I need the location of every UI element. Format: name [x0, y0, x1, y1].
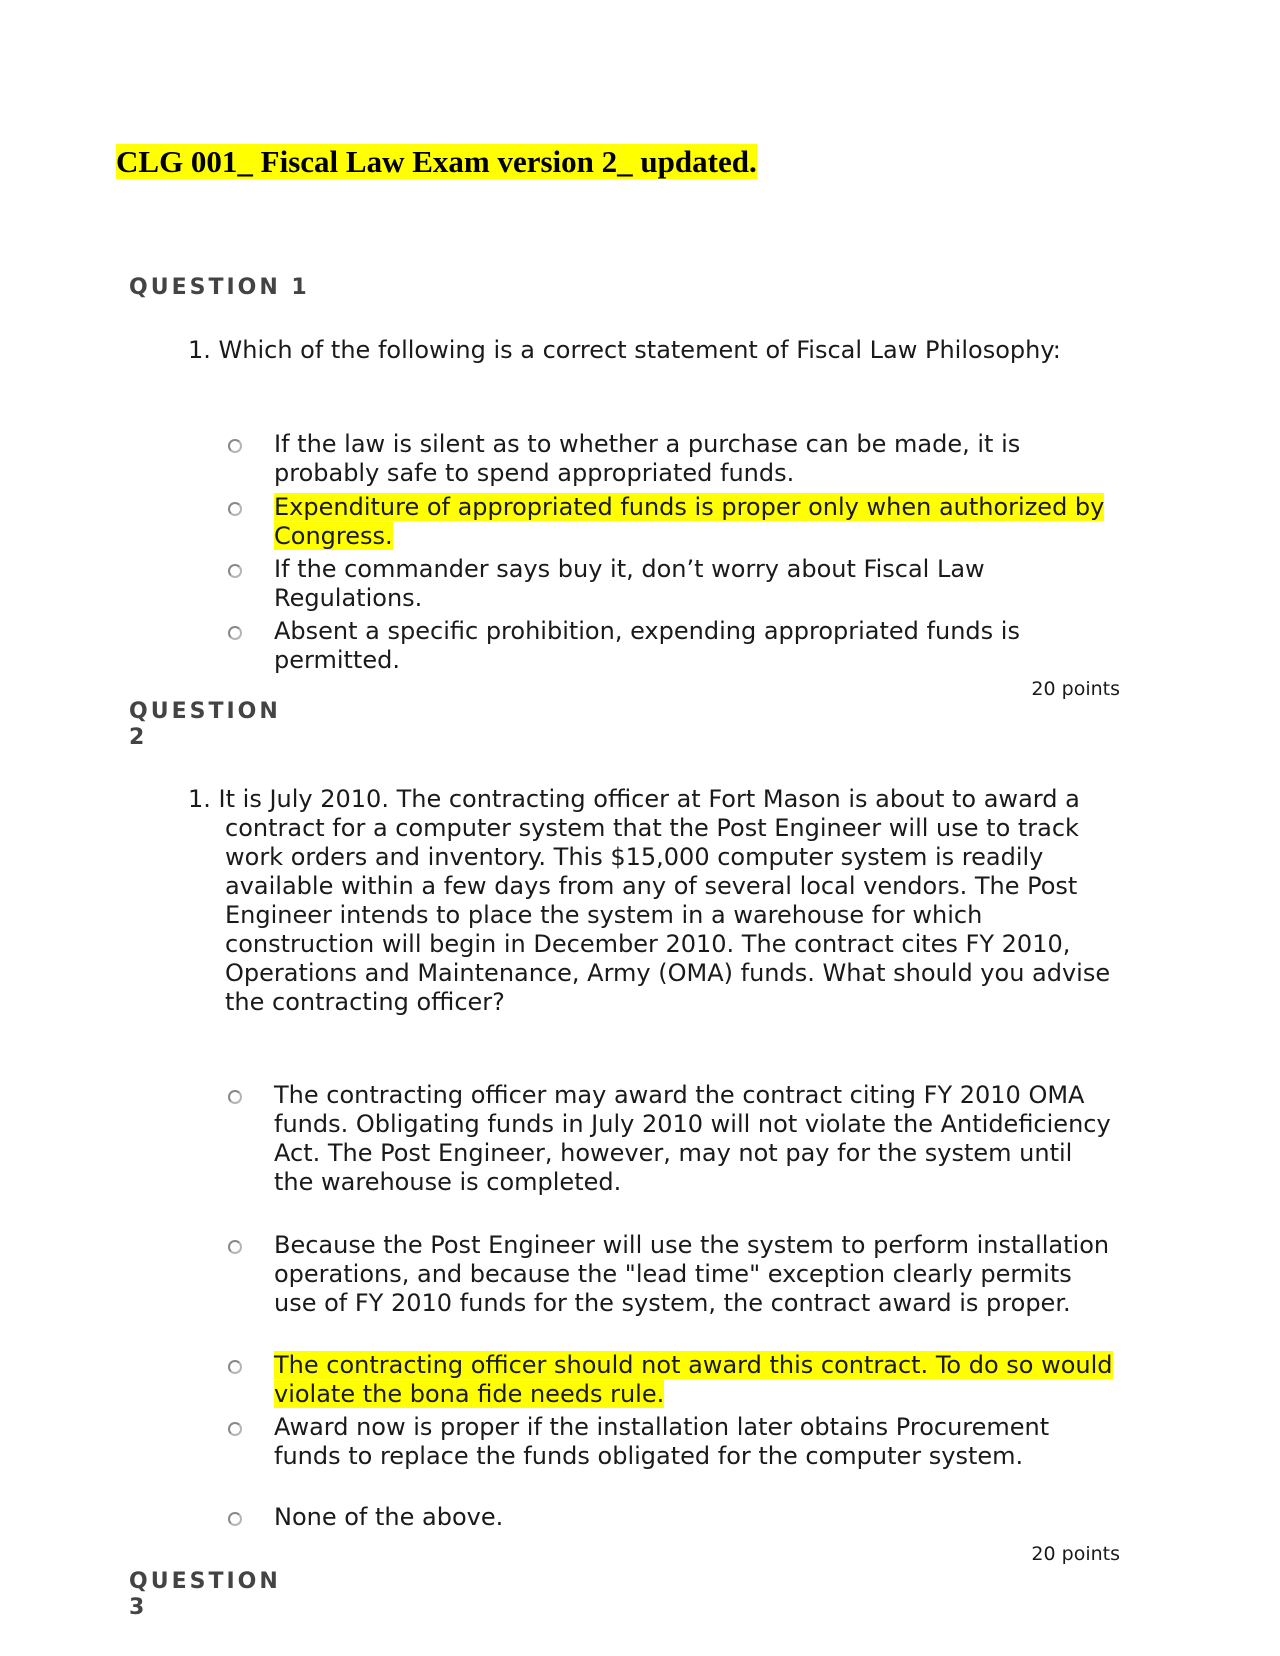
radio-button-icon[interactable] — [228, 439, 242, 453]
radio-button-icon[interactable] — [228, 502, 242, 516]
radio-button-icon[interactable] — [228, 1090, 242, 1104]
option-text: None of the above. — [274, 1503, 504, 1531]
radio-button-icon[interactable] — [228, 1512, 242, 1526]
option-text: Because the Post Engineer will use the system to perform installation operations, and because the "lead time" exception clearly permits use of FY 2010 funds for the system, the contract award is proper. — [274, 1231, 1110, 1317]
radio-button-icon[interactable] — [228, 626, 242, 640]
question-1-stem: 1. Which of the following is a correct statement of Fiscal Law Philosophy: — [188, 336, 1061, 364]
radio-button-icon[interactable] — [228, 1422, 242, 1436]
option-text: If the law is silent as to whether a purchase can be made, it is probably safe to spend appropriated funds. — [274, 430, 1021, 487]
option-text: Absent a specific prohibition, expending appropriated funds is permitted. — [274, 617, 1020, 674]
question-2-points: 20 points — [1031, 1543, 1120, 1565]
option-text-highlighted: The contracting officer should not award this contract. To do so would violate the bona fide needs rule. — [274, 1351, 1113, 1408]
radio-button-icon[interactable] — [228, 564, 242, 578]
radio-button-icon[interactable] — [228, 1360, 242, 1374]
question-2-heading: QUESTION 2 — [129, 699, 281, 750]
question-3-heading: QUESTION 3 — [129, 1569, 281, 1620]
option-text: Award now is proper if the installation later obtains Procurement funds to replace the funds obligated for the computer system. — [274, 1413, 1050, 1470]
question-2-stem: 1. It is July 2010. The contracting officer at Fort Mason is about to award a contract for a computer system that the Post Engineer will use to track work orders and inventory. This $15,000 computer system is readily available within a few days from any of several local vendors. The Post Engineer intends to place the system in a warehouse for which construction will begin in December 2010. The contract cites FY 2010, Operations and Maintenance, Army (OMA) funds. What should you advise the contracting officer? — [188, 785, 1111, 1016]
question-1-heading: QUESTION 1 — [129, 275, 310, 300]
option-text-highlighted: Expenditure of appropriated funds is proper only when authorized by Congress. — [274, 493, 1105, 550]
option-text: If the commander says buy it, don’t worry about Fiscal Law Regulations. — [274, 555, 985, 612]
document-title: CLG 001_ Fiscal Law Exam version 2_ updated. — [116, 144, 757, 179]
option-text: The contracting officer may award the contract citing FY 2010 OMA funds. Obligating funds in July 2010 will not violate the Antideficiency Act. The Post Engineer, however, may not pay for the system until the warehouse is completed. — [274, 1081, 1111, 1196]
question-1-points: 20 points — [1031, 678, 1120, 700]
radio-button-icon[interactable] — [228, 1240, 242, 1254]
